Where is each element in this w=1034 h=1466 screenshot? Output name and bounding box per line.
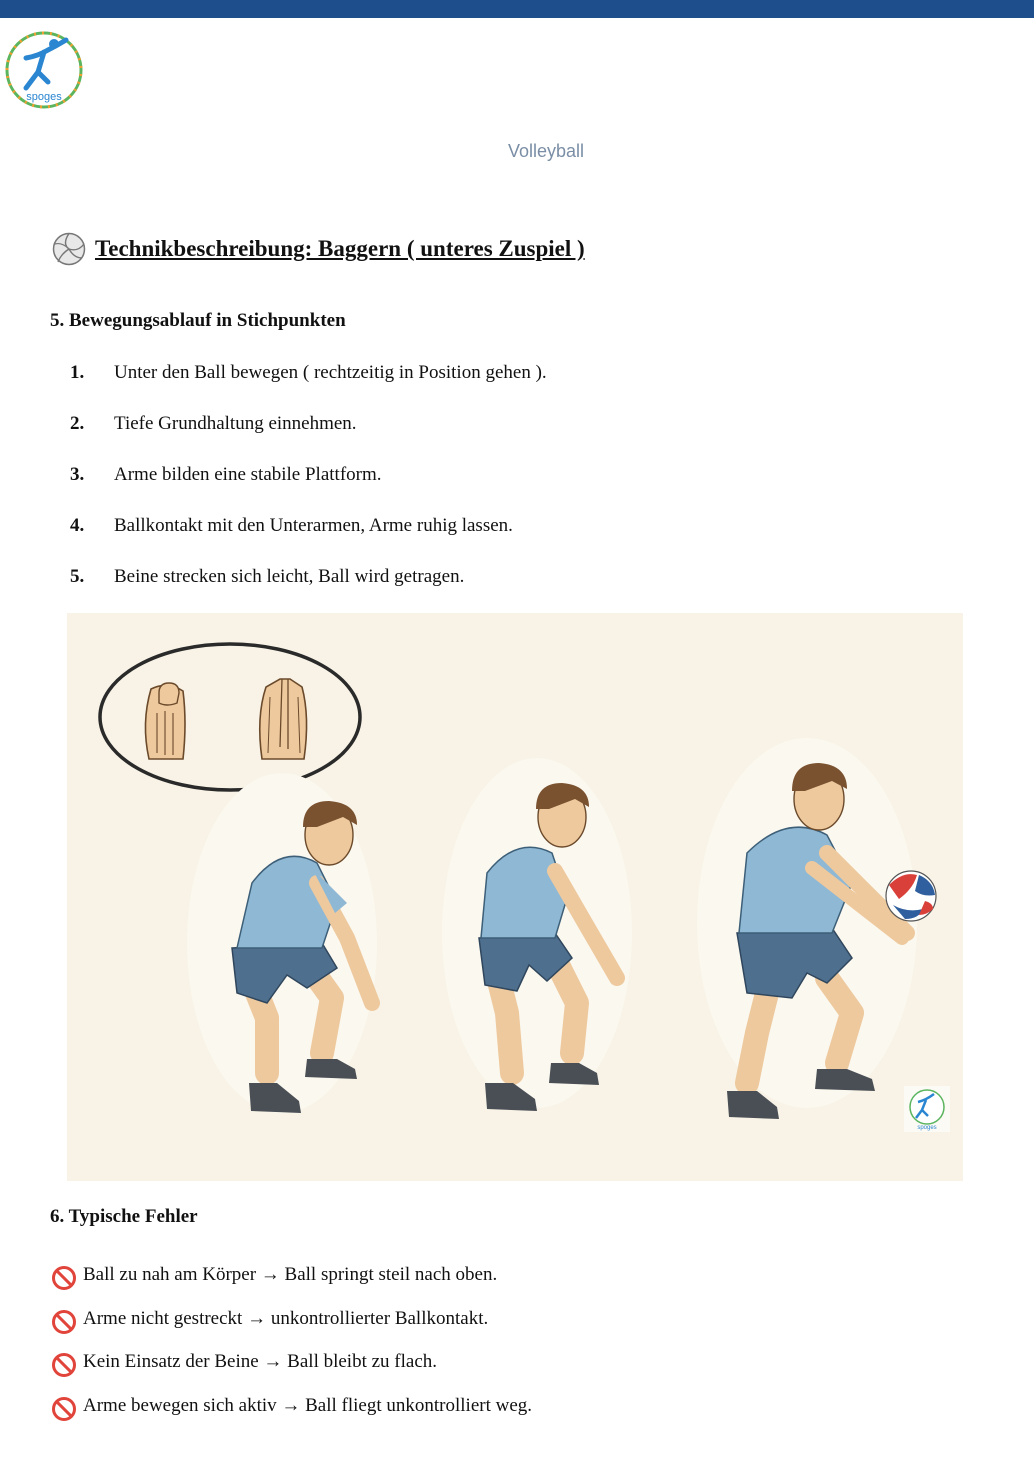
volleyball	[886, 871, 936, 921]
steps-list	[70, 362, 547, 617]
error-text: Ball zu nah am Körper → Ball springt steil nach oben.	[83, 1264, 498, 1285]
step-text: Tiefe Grundhaltung einnehmen.	[114, 413, 357, 434]
list-item	[51, 1264, 532, 1308]
prohibited-icon	[51, 1396, 77, 1422]
document-title: Technikbeschreibung: Baggern ( unteres Zuspiel )	[95, 236, 585, 261]
step-text: Beine strecken sich leicht, Ball wird getragen.	[114, 566, 465, 587]
player-figure-ball-contact	[697, 738, 936, 1119]
page-header-title: Volleyball	[507, 141, 585, 161]
list-item	[51, 1351, 532, 1395]
list-item	[70, 413, 547, 464]
document-title-row	[52, 232, 585, 266]
error-text: Arme bewegen sich aktiv → Ball fliegt unkontrolliert weg.	[83, 1394, 533, 1416]
list-item	[70, 566, 547, 617]
svg-text:spoges: spoges	[26, 91, 62, 103]
list-item	[70, 362, 547, 413]
list-item	[51, 1308, 532, 1352]
player-figure-deep-stance	[187, 773, 377, 1113]
step-number: 4.	[70, 515, 85, 536]
errors-list	[51, 1264, 532, 1438]
section-6-heading: 6. Typische Fehler	[50, 1206, 198, 1227]
spoges-logo	[4, 30, 84, 110]
step-number: 3.	[70, 464, 85, 485]
bagger-illustration	[67, 613, 963, 1181]
watermark-logo	[904, 1086, 950, 1132]
step-number: 1.	[70, 362, 85, 383]
step-number: 2.	[70, 413, 85, 434]
section-5-heading: 5. Bewegungsablauf in Stichpunkten	[50, 310, 346, 331]
hands-grip-inset	[100, 644, 360, 790]
list-item	[51, 1395, 532, 1439]
step-text: Unter den Ball bewegen ( rechtzeitig in Position gehen ).	[114, 362, 547, 383]
svg-text:spoges: spoges	[917, 1125, 937, 1131]
volleyball-icon	[52, 232, 86, 266]
prohibited-icon	[51, 1352, 77, 1378]
error-text: Arme nicht gestreckt → unkontrollierter Ballkontakt.	[83, 1307, 489, 1329]
error-text: Kein Einsatz der Beine → Ball bleibt zu flach.	[83, 1351, 438, 1372]
step-text: Arme bilden eine stabile Plattform.	[114, 464, 382, 485]
prohibited-icon	[51, 1265, 77, 1291]
list-item	[70, 515, 547, 566]
list-item	[70, 464, 547, 515]
step-text: Ballkontakt mit den Unterarmen, Arme ruhig lassen.	[114, 515, 513, 536]
prohibited-icon	[51, 1309, 77, 1335]
top-bar	[0, 0, 1034, 18]
step-number: 5.	[70, 566, 85, 587]
player-figure-mid-stance	[442, 758, 632, 1111]
